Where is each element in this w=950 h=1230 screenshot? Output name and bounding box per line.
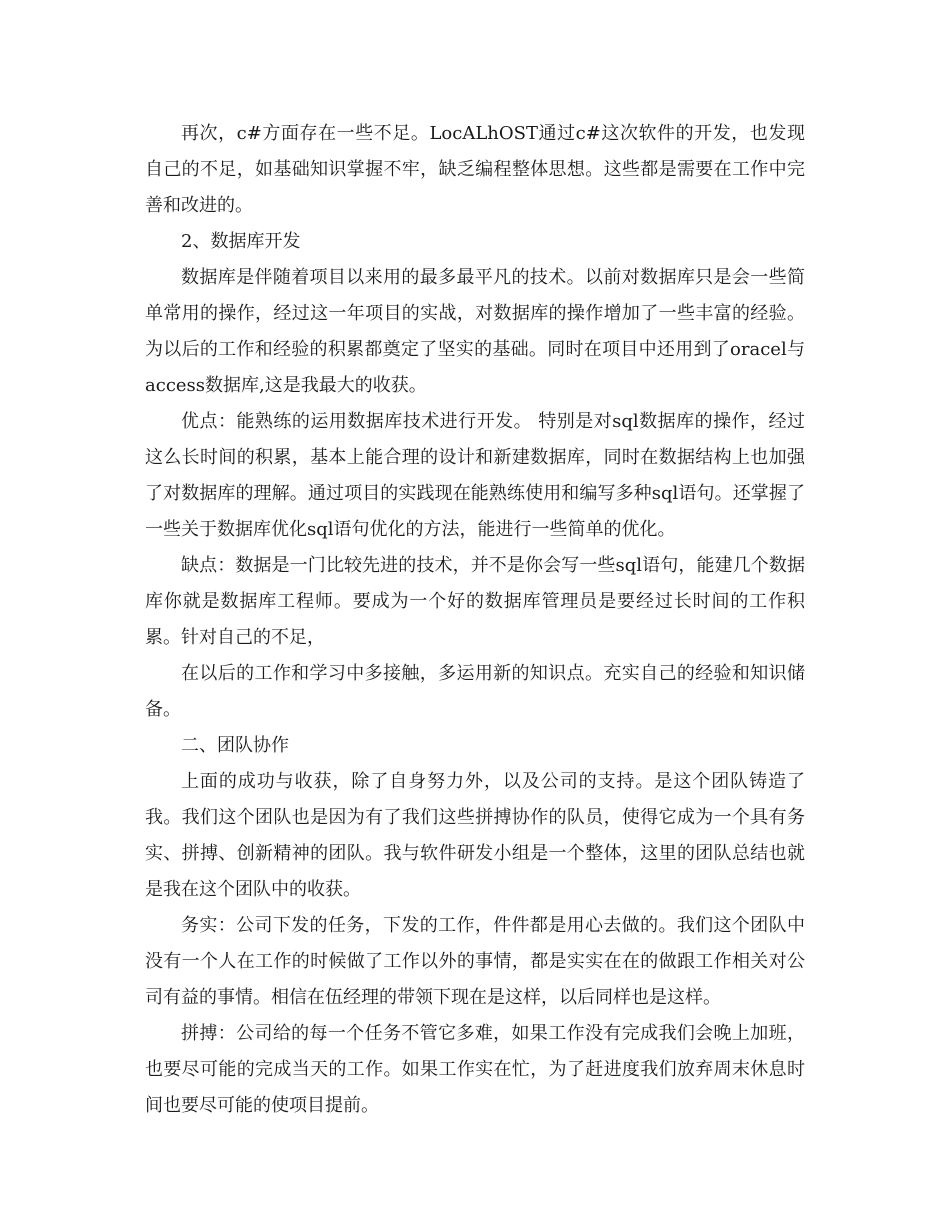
section-heading-database-dev: 2、数据库开发 bbox=[181, 231, 301, 252]
document-body bbox=[145, 116, 805, 1124]
paragraph-team-pragmatic: 务实：公司下发的任务，下发的工作，件件都是用心去做的。我们这个团队中没有一个人在工作的时候做了工作以外的事情，都是实实在在的做跟工作相关对公司有益的事情。相信在伍经理的带领下现在是这样，以后同样也是这样。 bbox=[145, 915, 805, 1008]
paragraph-database-intro: 数据库是伴随着项目以来用的最多最平凡的技术。以前对数据库只是会一些简单常用的操作，经过这一年项目的实战，对数据库的操作增加了一些丰富的经验。为以后的工作和经验的积累都奠定了坚实的基础。同时在项目中还用到了oracel与 access数据库,这是我最大的收获。 bbox=[145, 267, 805, 396]
paragraph-team-hardworking: 拼搏：公司给的每一个任务不管它多难，如果工作没有完成我们会晚上加班，也要尽可能的完成当天的工作。如果工作实在忙，为了赶进度我们放弃周末休息时间也要尽可能的使项目提前。 bbox=[145, 1023, 805, 1116]
paragraph-team-intro: 上面的成功与收获，除了自身努力外，以及公司的支持。是这个团队铸造了我。我们这个团队也是因为有了我们这些拼搏协作的队员，使得它成为一个具有务实、拼搏、创新精神的团队。我与软件研发小组是一个整体，这里的团队总结也就是我在这个团队中的收获。 bbox=[145, 771, 805, 900]
paragraph-csharp-shortcomings: 再次，c#方面存在一些不足。LocALhOST通过c#这次软件的开发，也发现自己的不足，如基础知识掌握不牢，缺乏编程整体思想。这些都是需要在工作中完善和改进的。 bbox=[145, 123, 805, 216]
paragraph-database-advantages: 优点：能熟练的运用数据库技术进行开发。 特别是对sql数据库的操作，经过这么长时间的积累，基本上能合理的设计和新建数据库，同时在数据结构上也加强了对数据库的理解。通过项目的实践现在能熟练使用和编写多种sql语句。还掌握了一些关于数据库优化sql语句优化的方法，能进行一些简单的优化。 bbox=[145, 411, 805, 540]
paragraph-database-disadvantages: 缺点：数据是一门比较先进的技术，并不是你会写一些sql语句，能建几个数据库你就是数据库工程师。要成为一个好的数据库管理员是要经过长时间的工作积累。针对自己的不足， bbox=[145, 555, 805, 648]
paragraph-future-learning: 在以后的工作和学习中多接触，多运用新的知识点。充实自己的经验和知识储备。 bbox=[145, 663, 805, 720]
section-heading-teamwork: 二、团队协作 bbox=[181, 735, 289, 756]
